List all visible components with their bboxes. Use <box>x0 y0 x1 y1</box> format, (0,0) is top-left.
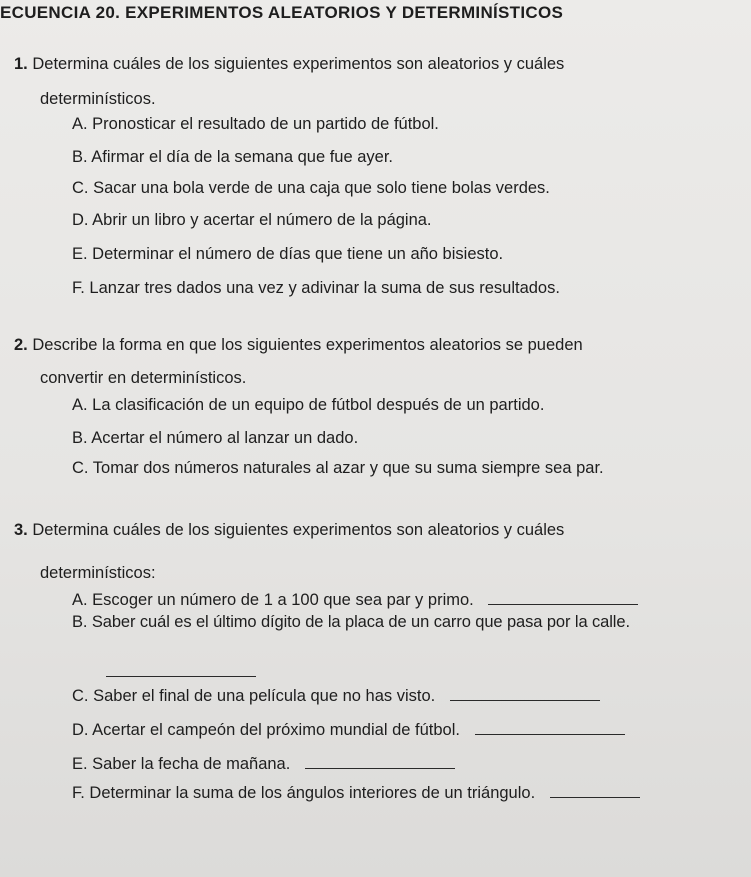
q2-option-a: A. La clasificación de un equipo de fútbol después de un partido. <box>72 396 545 414</box>
q3-option-c-row <box>72 686 600 705</box>
q1-option-c: C. Sacar una bola verde de una caja que solo tiene bolas verdes. <box>72 179 550 197</box>
q3-option-d-row <box>72 720 625 739</box>
answer-blank-d[interactable] <box>475 720 625 735</box>
answer-blank-c[interactable] <box>450 686 600 701</box>
question-1-number: 1. <box>14 55 28 73</box>
q3-option-a: A. Escoger un número de 1 a 100 que sea par y primo. <box>72 591 474 609</box>
question-3-line-2: determinísticos: <box>40 564 156 582</box>
q3-option-e: E. Saber la fecha de mañana. <box>72 755 291 773</box>
question-2-line-1 <box>14 337 583 354</box>
answer-blank-f[interactable] <box>550 783 640 798</box>
q1-option-e: E. Determinar el número de días que tiene un año bisiesto. <box>72 245 504 263</box>
question-2-text: Describe la forma en que los siguientes experimentos aleatorios se pueden <box>32 336 583 354</box>
question-2-number: 2. <box>14 336 28 354</box>
q1-option-b: B. Afirmar el día de la semana que fue ayer. <box>72 148 394 166</box>
answer-blank-e[interactable] <box>305 754 455 769</box>
q3-option-f-row <box>72 783 640 802</box>
q2-option-b: B. Acertar el número al lanzar un dado. <box>72 429 359 447</box>
answer-blank-a[interactable] <box>488 590 638 605</box>
q2-option-c: C. Tomar dos números naturales al azar y que su suma siempre sea par. <box>72 459 604 477</box>
q3-option-a-row <box>72 590 638 609</box>
question-3-text: Determina cuáles de los siguientes experimentos son aleatorios y cuáles <box>32 521 565 539</box>
question-1-line-1 <box>14 56 564 73</box>
q3-option-e-row <box>72 754 455 773</box>
question-1-text: Determina cuáles de los siguientes experimentos son aleatorios y cuáles <box>32 55 565 73</box>
question-1-line-2: determinísticos. <box>40 90 156 108</box>
q3-option-f: F. Determinar la suma de los ángulos interiores de un triángulo. <box>72 784 536 802</box>
q1-option-f: F. Lanzar tres dados una vez y adivinar la suma de sus resultados. <box>72 279 560 297</box>
q3-option-d: D. Acertar el campeón del próximo mundial de fútbol. <box>72 721 460 739</box>
q1-option-a: A. Pronosticar el resultado de un partido de fútbol. <box>72 115 439 133</box>
page-title: ECUENCIA 20. EXPERIMENTOS ALEATORIOS Y DETERMINÍSTICOS <box>0 3 564 22</box>
question-3-line-1 <box>14 522 564 539</box>
question-2-line-2: convertir en determinísticos. <box>40 369 247 387</box>
question-3-number: 3. <box>14 521 28 539</box>
q3-option-b: B. Saber cuál es el último dígito de la placa de un carro que pasa por la calle. <box>72 613 630 631</box>
q1-option-d: D. Abrir un libro y acertar el número de la página. <box>72 211 432 229</box>
q3-option-c: C. Saber el final de una película que no has visto. <box>72 687 436 705</box>
answer-blank-b[interactable] <box>106 676 256 677</box>
